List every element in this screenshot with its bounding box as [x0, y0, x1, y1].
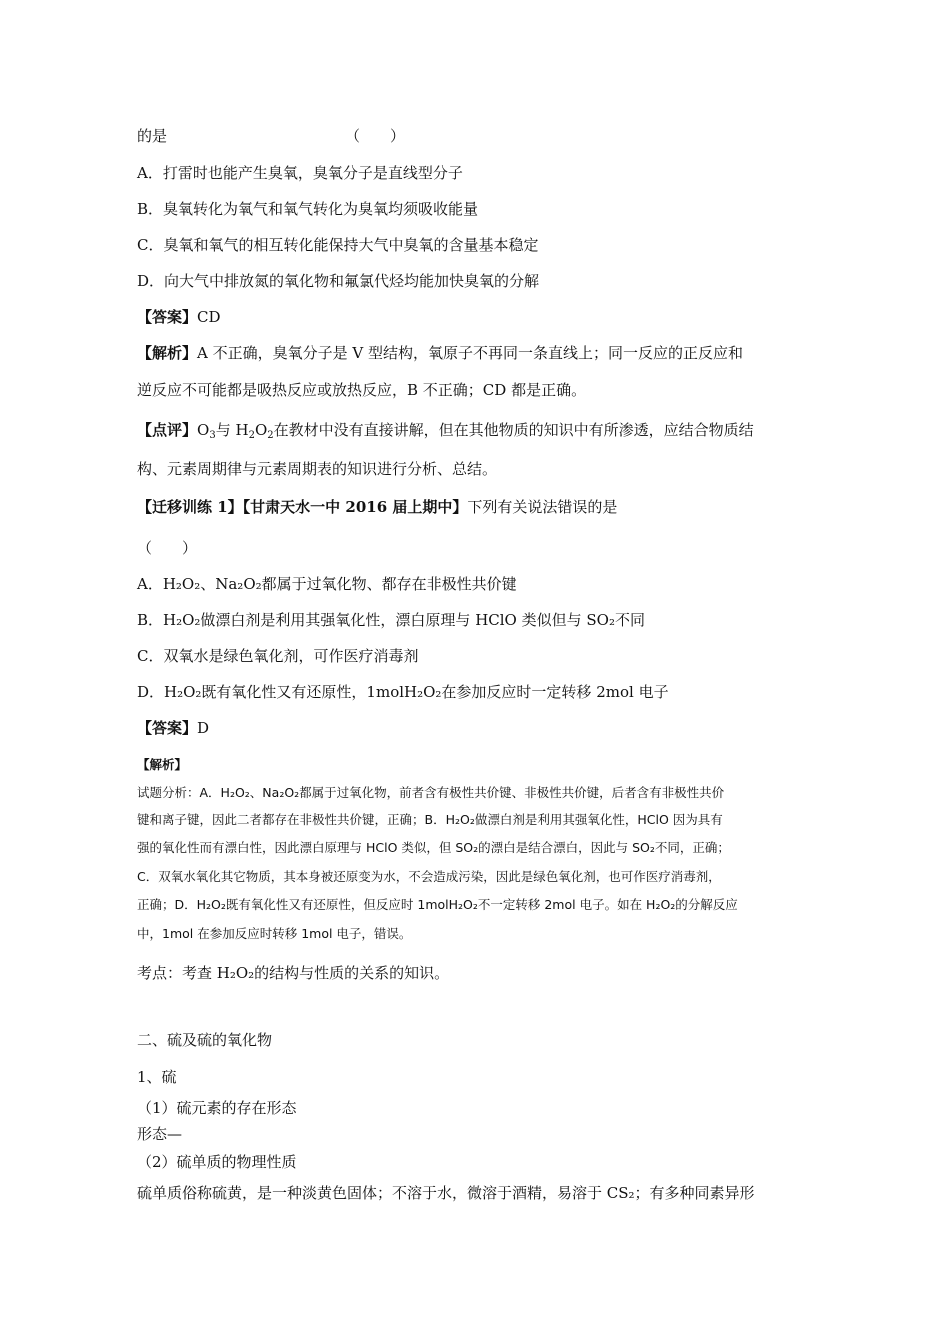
q1-comment-sub: 3 — [209, 430, 216, 441]
q1-analysis-label: 【解析】 — [137, 344, 198, 362]
q2-answer-value: D — [197, 719, 210, 737]
q1-comment-text: 与 H — [215, 421, 249, 439]
q2-source: 【甘肃天水一中 2016 届上期中】 — [242, 498, 468, 516]
q1-answer — [137, 307, 221, 327]
q2-answer — [137, 718, 209, 738]
q1-comment-text: O — [254, 421, 268, 439]
q1-comment-text: O — [197, 421, 210, 439]
section-sub-heading: 1、硫 — [137, 1068, 177, 1086]
q2-answer-label: 【答案】 — [137, 719, 198, 737]
q1-option-d: D．向大气中排放氮的氧化物和氟氯代烃均能加快臭氧的分解 — [137, 272, 540, 290]
q2-analysis-label: 【解析】 — [137, 757, 188, 772]
q1-answer-label: 【答案】 — [137, 308, 198, 326]
section-item-1: （1）硫元素的存在形态 — [137, 1099, 297, 1117]
q2-analysis-line: 强的氧化性而有漂白性，因此漂白原理与 HClO 类似，但 SO₂的漂白是结合漂白，因此与 SO₂不同，正确； — [137, 840, 730, 855]
q2-heading — [137, 497, 617, 517]
q2-analysis-line: 中，1mol 在参加反应时转移 1mol 电子，错误。 — [137, 926, 412, 941]
q2-option-b: B．H₂O₂做漂白剂是利用其强氧化性，漂白原理与 HClO 类似但与 SO₂不同 — [137, 611, 645, 629]
q1-option-a: A．打雷时也能产生臭氧，臭氧分子是直线型分子 — [137, 164, 463, 182]
q1-analysis-text1: A 不正确，臭氧分子是 V 型结构，氧原子不再同一条直线上；同一反应的正反应和 — [197, 344, 743, 362]
q2-stem: 下列有关说法错误的是 — [467, 498, 618, 516]
q2-bracket: （ ） — [137, 539, 198, 557]
section-heading: 二、硫及硫的氧化物 — [137, 1031, 273, 1049]
q1-comment-sub: 2 — [267, 430, 274, 441]
q1-option-b: B．臭氧转化为氧气和氧气转化为臭氧均须吸收能量 — [137, 200, 479, 218]
q1-analysis-line1 — [137, 343, 743, 363]
q1-comment-sub: 2 — [248, 430, 255, 441]
q2-analysis-line: 试题分析：A．H₂O₂、Na₂O₂都属于过氧化物，前者含有极性共价键、非极性共价键，后者含有非极性共价 — [137, 785, 725, 800]
q1-stem-end — [137, 126, 406, 146]
q2-option-a: A．H₂O₂、Na₂O₂都属于过氧化物、都存在非极性共价键 — [137, 575, 517, 593]
q2-analysis-line: C．双氧水氧化其它物质，其本身被还原变为水，不会造成污染，因此是绿色氧化剂，也可作医疗消毒剂， — [137, 869, 721, 884]
q1-comment-line1 — [137, 420, 754, 440]
section-item-2: （2）硫单质的物理性质 — [137, 1153, 297, 1171]
q2-label: 【迁移训练 1】 — [137, 498, 243, 516]
section-item-2-text: 硫单质俗称硫黄，是一种淡黄色固体；不溶于水，微溶于酒精，易溶于 CS₂；有多种同素异形 — [137, 1184, 755, 1202]
q2-option-c: C．双氧水是绿色氧化剂，可作医疗消毒剂 — [137, 647, 419, 665]
q2-analysis-line: 键和离子键，因此二者都存在非极性共价键，正确；B．H₂O₂做漂白剂是利用其强氧化性，HClO 因为具有 — [137, 812, 723, 827]
q1-comment-text: 在教材中没有直接讲解，但在其他物质的知识中有所渗透，应结合物质结 — [273, 421, 754, 439]
q2-option-d: D．H₂O₂既有氧化性又有还原性，1molH₂O₂在参加反应时一定转移 2mol 电子 — [137, 683, 669, 701]
q1-option-c: C．臭氧和氧气的相互转化能保持大气中臭氧的含量基本稳定 — [137, 236, 539, 254]
q1-comment-label: 【点评】 — [137, 421, 198, 439]
section-item-1-text: 形态— — [137, 1125, 183, 1143]
q1-comment-line2: 构、元素周期律与元素周期表的知识进行分析、总结。 — [137, 460, 498, 478]
q1-analysis-line2: 逆反应不可能都是吸热反应或放热反应，B 不正确；CD 都是正确。 — [137, 381, 587, 399]
q2-kaodian: 考点：考查 H₂O₂的结构与性质的关系的知识。 — [137, 964, 450, 982]
q1-answer-value: CD — [197, 308, 221, 326]
q1-stem-text: 的是 — [137, 127, 168, 145]
q2-analysis-line: 正确；D．H₂O₂既有氧化性又有还原性，但反应时 1molH₂O₂不一定转移 2mol 电子。如在 H₂O₂的分解反应 — [137, 897, 738, 912]
q1-bracket: （ ） — [345, 127, 406, 145]
